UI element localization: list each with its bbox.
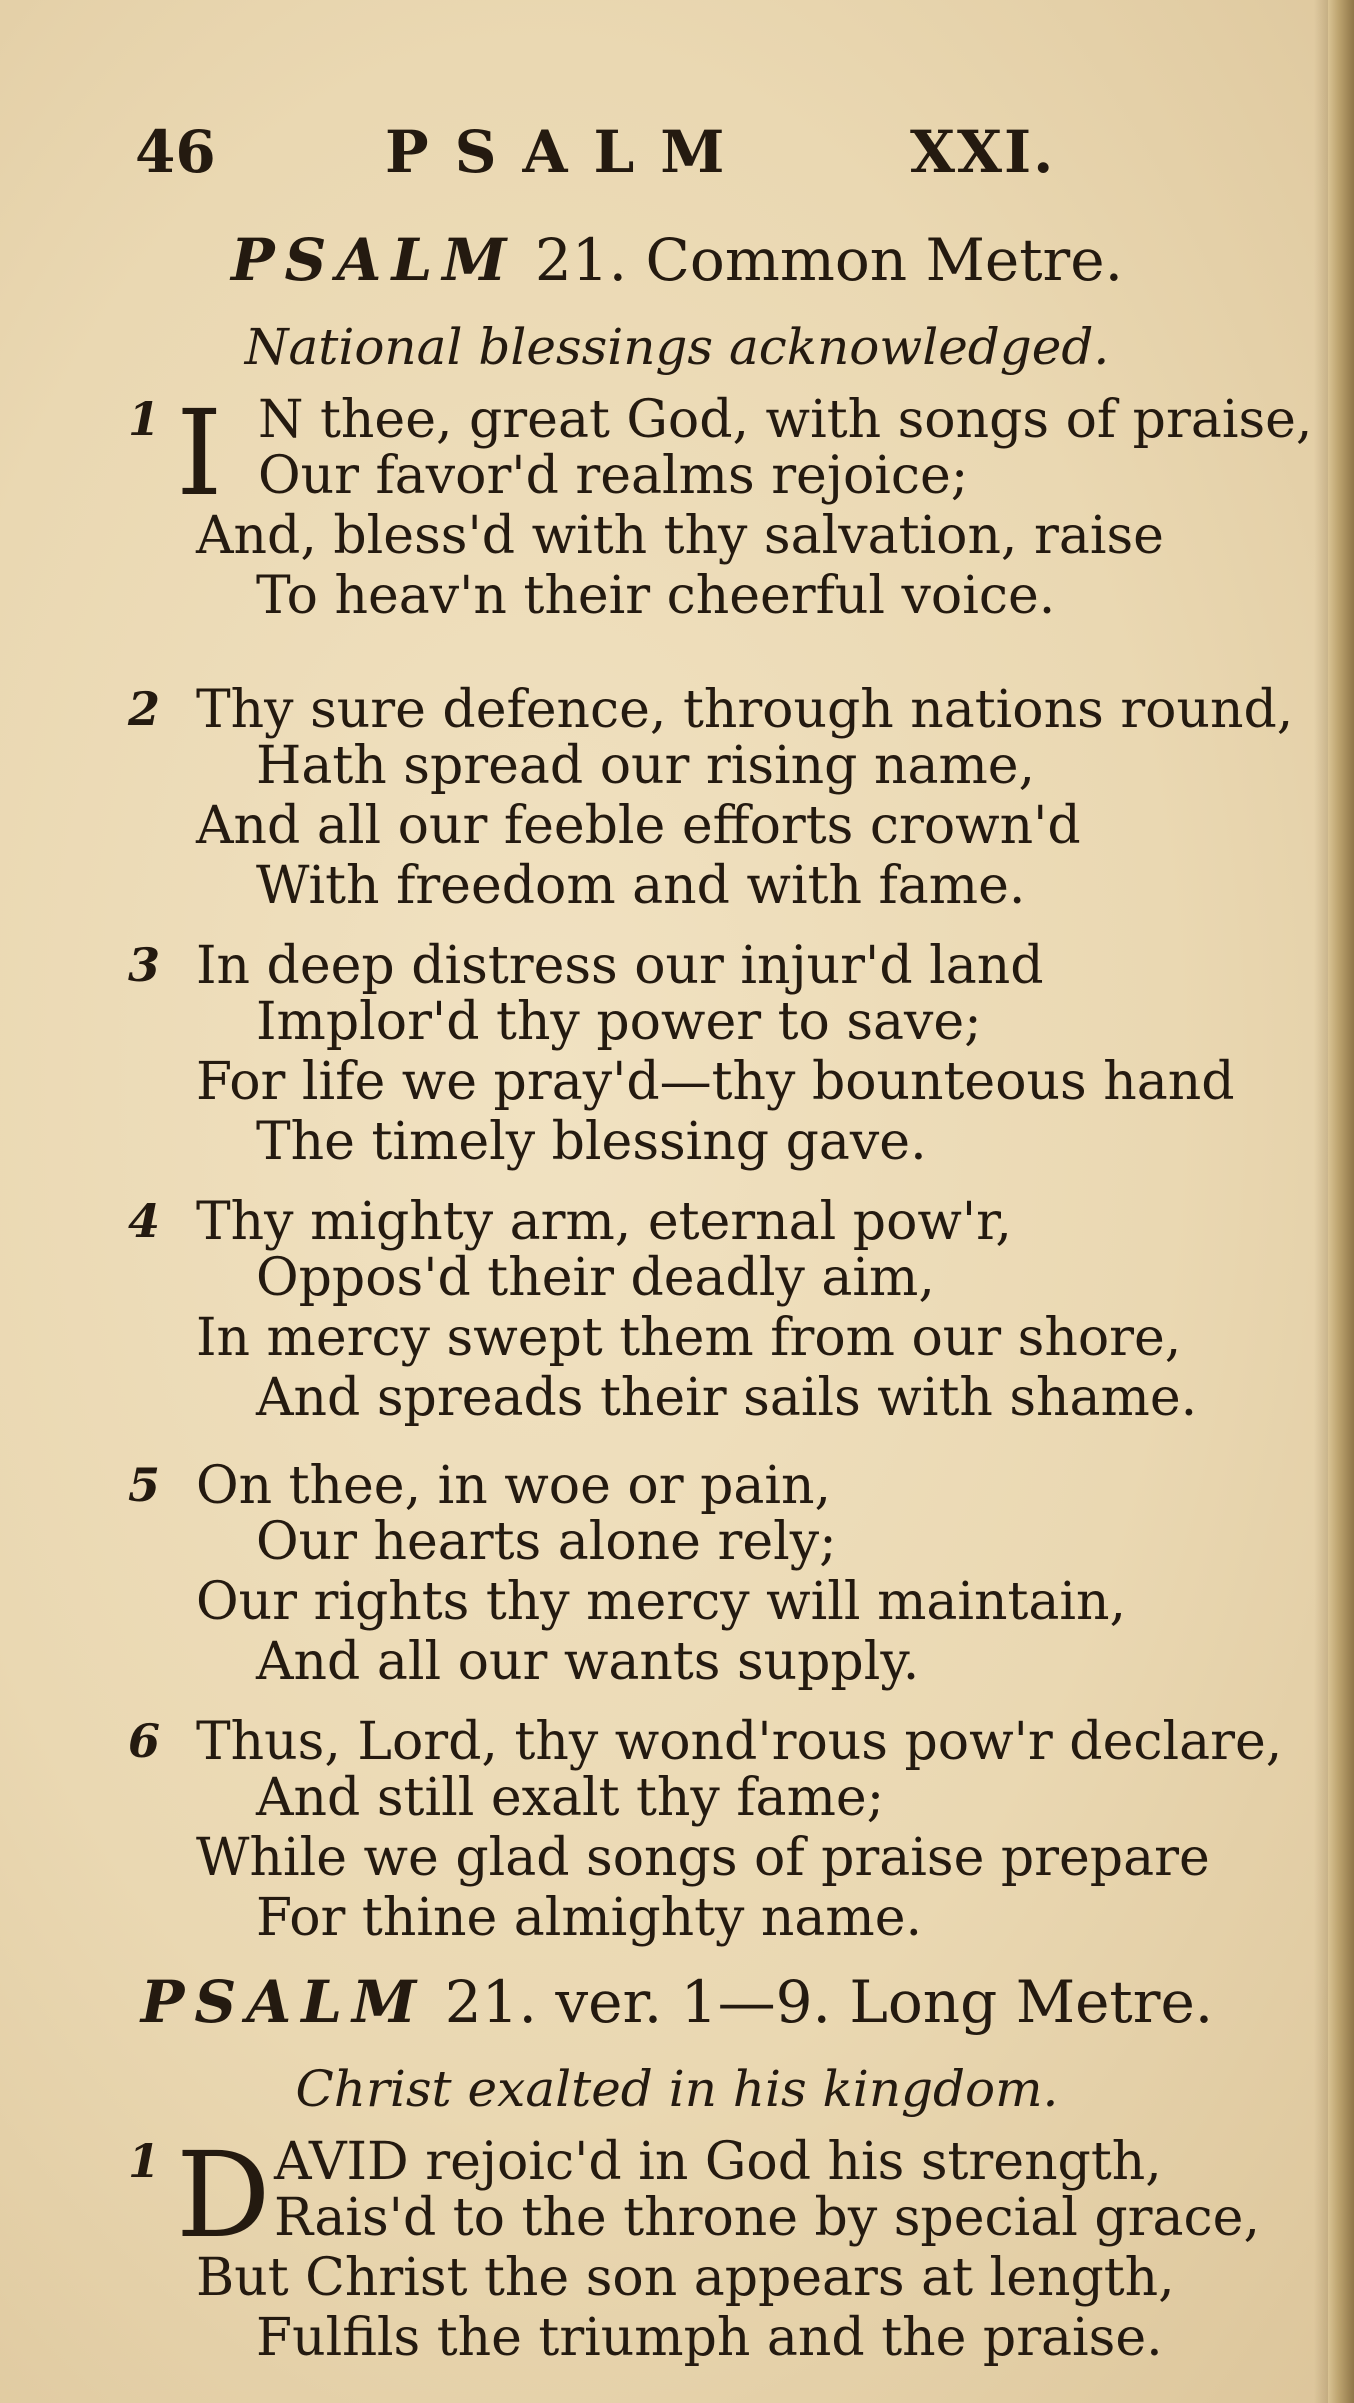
- verse-line: For life we pray'd—thy bounteous hand: [196, 1052, 1235, 1112]
- verse-number: 3: [128, 938, 161, 992]
- verse-line: Thus, Lord, thy wond'rous pow'r declare,: [196, 1712, 1283, 1772]
- psalm-subtitle: National blessings acknowledged.: [244, 318, 1110, 376]
- psalm-title-long-metre: [0, 1968, 1354, 2036]
- verse-line: And all our feeble efforts crown'd: [196, 796, 1081, 856]
- verse-line: And, bless'd with thy salvation, raise: [196, 506, 1164, 566]
- verse-line: And spreads their sails with shame.: [256, 1368, 1198, 1428]
- psalm-title-rest: 21. Common Metre.: [534, 226, 1124, 294]
- verse-line: In mercy swept them from our shore,: [196, 1308, 1182, 1368]
- verse-number: 4: [128, 1194, 161, 1248]
- verse-line: Our hearts alone rely;: [256, 1512, 837, 1572]
- running-number: XXI.: [910, 118, 1056, 186]
- verse-number: 5: [128, 1458, 161, 1512]
- verse-line: Thy sure defence, through nations round,: [196, 680, 1294, 740]
- psalm-title-word: PSALM: [230, 226, 517, 294]
- verse-line: Our favor'd realms rejoice;: [258, 446, 969, 506]
- psalm-title-common-metre: [0, 226, 1354, 294]
- verse-line: While we glad songs of praise prepare: [196, 1828, 1210, 1888]
- verse-line: But Christ the son appears at length,: [196, 2248, 1175, 2308]
- verse-line: Oppos'd their deadly aim,: [256, 1248, 935, 1308]
- verse-line: For thine almighty name.: [256, 1888, 922, 1948]
- verse-number: 1: [128, 392, 161, 446]
- verse-line: Implor'd thy power to save;: [256, 992, 982, 1052]
- drop-cap-letter: I: [176, 384, 223, 522]
- verse-line: The timely blessing gave.: [256, 1112, 927, 1172]
- verse-line: Our rights thy mercy will maintain,: [196, 1572, 1127, 1632]
- verse-number: 2: [128, 682, 161, 736]
- verse-number: 6: [128, 1714, 161, 1768]
- verse-line: Thy mighty arm, eternal pow'r,: [196, 1192, 1012, 1252]
- page-number: 46: [135, 118, 216, 186]
- verse-line: In deep distress our injur'd land: [196, 936, 1044, 996]
- verse-line: Hath spread our rising name,: [256, 736, 1036, 796]
- verse-line: Rais'd to the throne by special grace,: [274, 2188, 1260, 2248]
- psalm-title-word: PSALM: [140, 1968, 427, 2036]
- psalm-subtitle: Christ exalted in his kingdom.: [295, 2060, 1059, 2118]
- verse-line: To heav'n their cheerful voice.: [256, 566, 1056, 626]
- verse-number: 1: [128, 2134, 161, 2188]
- verse-line: With freedom and with fame.: [256, 856, 1026, 916]
- running-header: [135, 118, 1135, 198]
- verse-line: Fulfils the triumph and the praise.: [256, 2308, 1163, 2368]
- verse-line: On thee, in woe or pain,: [196, 1456, 832, 1516]
- verse-line: And still exalt thy fame;: [256, 1768, 885, 1828]
- psalm-title-rest: 21. ver. 1—9. Long Metre.: [444, 1968, 1214, 2036]
- verse-line: AVID rejoic'd in God his strength,: [274, 2132, 1162, 2192]
- verse-line: N thee, great God, with songs of praise,: [258, 390, 1313, 450]
- verse-line: And all our wants supply.: [256, 1632, 920, 1692]
- drop-cap-letter: D: [176, 2126, 271, 2264]
- running-title: PSALM: [385, 118, 751, 186]
